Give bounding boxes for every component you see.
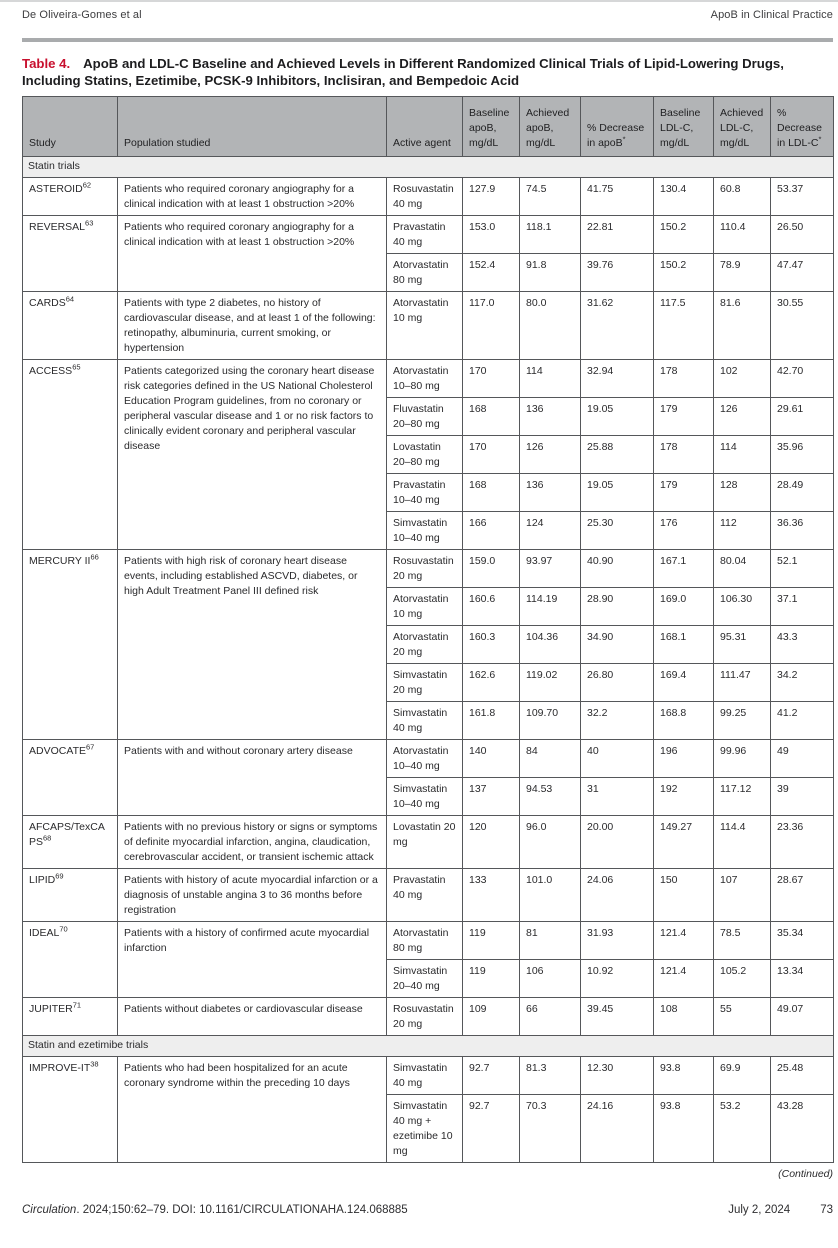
pct-decrease-ldl-cell: 49.07 (771, 998, 834, 1036)
achieved-ldl-cell: 110.4 (714, 216, 771, 254)
baseline-ldl-cell: 121.4 (654, 922, 714, 960)
column-header: Baseline apoB, mg/dL (463, 97, 520, 157)
pct-decrease-apob-cell: 25.88 (581, 436, 654, 474)
baseline-apob-cell: 133 (463, 869, 520, 922)
pct-decrease-ldl-cell: 37.1 (771, 588, 834, 626)
pct-decrease-ldl-cell: 13.34 (771, 960, 834, 998)
pct-decrease-ldl-cell: 53.37 (771, 178, 834, 216)
section-row (23, 157, 834, 178)
pct-decrease-ldl-cell: 52.1 (771, 550, 834, 588)
baseline-ldl-cell: 169.0 (654, 588, 714, 626)
baseline-apob-cell: 152.4 (463, 254, 520, 292)
achieved-apob-cell: 84 (520, 740, 581, 778)
baseline-apob-cell: 92.7 (463, 1057, 520, 1095)
achieved-ldl-cell: 107 (714, 869, 771, 922)
baseline-apob-cell: 117.0 (463, 292, 520, 360)
baseline-apob-cell: 153.0 (463, 216, 520, 254)
population-cell: Patients who had been hospitalized for an acute coronary syndrome within the preceding 10 days (118, 1057, 387, 1163)
pct-decrease-ldl-cell: 35.96 (771, 436, 834, 474)
section-row (23, 1036, 834, 1057)
baseline-ldl-cell: 169.4 (654, 664, 714, 702)
citation-ref: 65 (72, 362, 81, 372)
trial-arm-row (23, 816, 834, 869)
achieved-apob-cell: 94.53 (520, 778, 581, 816)
achieved-apob-cell: 104.36 (520, 626, 581, 664)
agent-cell: Atorvastatin 20 mg (387, 626, 463, 664)
baseline-ldl-cell: 117.5 (654, 292, 714, 360)
table-caption (22, 55, 833, 89)
study-cell: ACCESS$^{65}$ (23, 360, 118, 550)
pct-decrease-apob-cell: 32.94 (581, 360, 654, 398)
divider-rule (22, 38, 833, 42)
citation-ref: 71 (72, 1000, 82, 1010)
pct-decrease-ldl-cell: 41.2 (771, 702, 834, 740)
baseline-ldl-cell: 168.8 (654, 702, 714, 740)
trial-arm-row (23, 360, 834, 398)
pct-decrease-ldl-cell: 25.48 (771, 1057, 834, 1095)
baseline-apob-cell: 140 (463, 740, 520, 778)
agent-cell: Simvastatin 10–40 mg (387, 512, 463, 550)
study-cell: IDEAL$^{70}$ (23, 922, 118, 998)
agent-cell: Pravastatin 40 mg (387, 869, 463, 922)
agent-cell: Lovastatin 20–80 mg (387, 436, 463, 474)
population-cell: Patients with no previous history or signs or symptoms of definite myocardial infarction, angina, claudication, cerebrovascular accident, or transient ischemic attack (118, 816, 387, 869)
achieved-ldl-cell: 111.47 (714, 664, 771, 702)
population-cell: Patients with type 2 diabetes, no history of cardiovascular disease, and at least 1 of the following: retinopathy, albuminuria, current smoking, or hypertension (118, 292, 387, 360)
pct-decrease-ldl-cell: 35.34 (771, 922, 834, 960)
achieved-ldl-cell: 126 (714, 398, 771, 436)
baseline-apob-cell: 168 (463, 398, 520, 436)
baseline-ldl-cell: 179 (654, 474, 714, 512)
agent-cell: Atorvastatin 80 mg (387, 922, 463, 960)
population-cell: Patients without diabetes or cardiovascular disease (118, 998, 387, 1036)
achieved-ldl-cell: 69.9 (714, 1057, 771, 1095)
trial-arm-row (23, 922, 834, 960)
baseline-apob-cell: 160.3 (463, 626, 520, 664)
agent-cell: Simvastatin 20–40 mg (387, 960, 463, 998)
pct-decrease-apob-cell: 10.92 (581, 960, 654, 998)
footer-right (728, 1204, 833, 1216)
footer-journal-name: Circulation (22, 1204, 77, 1216)
column-header: % Decrease in apoB* (581, 97, 654, 157)
pct-decrease-apob-cell: 28.90 (581, 588, 654, 626)
baseline-ldl-cell: 192 (654, 778, 714, 816)
baseline-ldl-cell: 167.1 (654, 550, 714, 588)
achieved-apob-cell: 66 (520, 998, 581, 1036)
achieved-ldl-cell: 128 (714, 474, 771, 512)
agent-cell: Pravastatin 10–40 mg (387, 474, 463, 512)
table-caption-title: ApoB and LDL-C Baseline and Achieved Levels in Different Randomized Clinical Trials of Lipid-Lowering Drugs, Including Statins, Ezetimibe, PCSK-9 Inhibitors, Inclisiran, and Bempedoic Acid (22, 56, 784, 88)
agent-cell: Simvastatin 40 mg + ezetimibe 10 mg (387, 1095, 463, 1163)
pct-decrease-ldl-cell: 47.47 (771, 254, 834, 292)
baseline-apob-cell: 92.7 (463, 1095, 520, 1163)
baseline-ldl-cell: 149.27 (654, 816, 714, 869)
pct-decrease-ldl-cell: 26.50 (771, 216, 834, 254)
trial-arm-row (23, 869, 834, 922)
column-header: Baseline LDL-C, mg/dL (654, 97, 714, 157)
study-cell: CARDS$^{64}$ (23, 292, 118, 360)
pct-decrease-ldl-cell: 23.36 (771, 816, 834, 869)
table-header-row (23, 97, 834, 157)
baseline-apob-cell: 162.6 (463, 664, 520, 702)
population-cell: Patients with a history of confirmed acute myocardial infarction (118, 922, 387, 998)
agent-cell: Atorvastatin 80 mg (387, 254, 463, 292)
achieved-ldl-cell: 81.6 (714, 292, 771, 360)
footer-citation-rest: . 2024;150:62–79. DOI: 10.1161/CIRCULATIONAHA.124.068885 (76, 1204, 408, 1216)
achieved-apob-cell: 118.1 (520, 216, 581, 254)
agent-cell: Rosuvastatin 40 mg (387, 178, 463, 216)
achieved-apob-cell: 114.19 (520, 588, 581, 626)
pct-decrease-apob-cell: 25.30 (581, 512, 654, 550)
achieved-ldl-cell: 55 (714, 998, 771, 1036)
achieved-apob-cell: 81 (520, 922, 581, 960)
achieved-ldl-cell: 114 (714, 436, 771, 474)
pct-decrease-ldl-cell: 36.36 (771, 512, 834, 550)
achieved-ldl-cell: 53.2 (714, 1095, 771, 1163)
pct-decrease-apob-cell: 22.81 (581, 216, 654, 254)
baseline-apob-cell: 137 (463, 778, 520, 816)
pct-decrease-apob-cell: 41.75 (581, 178, 654, 216)
baseline-ldl-cell: 176 (654, 512, 714, 550)
citation-ref: 64 (65, 294, 75, 304)
achieved-ldl-cell: 95.31 (714, 626, 771, 664)
agent-cell: Atorvastatin 10–80 mg (387, 360, 463, 398)
footnote-marker: * (622, 134, 626, 144)
agent-cell: Fluvastatin 20–80 mg (387, 398, 463, 436)
study-cell: AFCAPS/TexCAPS$^{68}$ (23, 816, 118, 869)
achieved-ldl-cell: 117.12 (714, 778, 771, 816)
achieved-ldl-cell: 99.96 (714, 740, 771, 778)
pct-decrease-apob-cell: 20.00 (581, 816, 654, 869)
baseline-ldl-cell: 93.8 (654, 1095, 714, 1163)
citation-ref: 69 (55, 871, 64, 881)
achieved-apob-cell: 80.0 (520, 292, 581, 360)
pct-decrease-ldl-cell: 30.55 (771, 292, 834, 360)
agent-cell: Simvastatin 10–40 mg (387, 778, 463, 816)
agent-cell: Simvastatin 40 mg (387, 1057, 463, 1095)
section-label: Statin trials (23, 157, 834, 178)
pct-decrease-apob-cell: 24.16 (581, 1095, 654, 1163)
pct-decrease-apob-cell: 19.05 (581, 474, 654, 512)
pct-decrease-apob-cell: 40.90 (581, 550, 654, 588)
running-head (22, 9, 833, 21)
achieved-apob-cell: 136 (520, 398, 581, 436)
citation-ref: 67 (85, 742, 95, 752)
page-footer (22, 1204, 833, 1216)
achieved-ldl-cell: 99.25 (714, 702, 771, 740)
achieved-ldl-cell: 112 (714, 512, 771, 550)
baseline-ldl-cell: 178 (654, 436, 714, 474)
column-header: Population studied (118, 97, 387, 157)
achieved-ldl-cell: 78.5 (714, 922, 771, 960)
study-cell: REVERSAL$^{63}$ (23, 216, 118, 292)
trial-arm-row (23, 740, 834, 778)
trial-arm-row (23, 292, 834, 360)
pct-decrease-ldl-cell: 39 (771, 778, 834, 816)
pct-decrease-apob-cell: 12.30 (581, 1057, 654, 1095)
agent-cell: Simvastatin 20 mg (387, 664, 463, 702)
baseline-ldl-cell: 179 (654, 398, 714, 436)
achieved-apob-cell: 81.3 (520, 1057, 581, 1095)
baseline-ldl-cell: 168.1 (654, 626, 714, 664)
study-cell: ASTEROID$^{62}$ (23, 178, 118, 216)
agent-cell: Pravastatin 40 mg (387, 216, 463, 254)
baseline-ldl-cell: 150 (654, 869, 714, 922)
baseline-ldl-cell: 93.8 (654, 1057, 714, 1095)
study-cell: ADVOCATE$^{67}$ (23, 740, 118, 816)
population-cell: Patients with history of acute myocardial infarction or a diagnosis of unstable angina 3 to 36 months before registration (118, 869, 387, 922)
achieved-ldl-cell: 60.8 (714, 178, 771, 216)
study-cell: IMPROVE-IT$^{38}$ (23, 1057, 118, 1163)
trial-arm-row (23, 550, 834, 588)
agent-cell: Rosuvastatin 20 mg (387, 998, 463, 1036)
pct-decrease-apob-cell: 31 (581, 778, 654, 816)
achieved-ldl-cell: 78.9 (714, 254, 771, 292)
baseline-apob-cell: 159.0 (463, 550, 520, 588)
population-cell: Patients categorized using the coronary heart disease risk categories defined in the US National Cholesterol Education Program guidelines, from no coronary or peripheral vascular disease and 1 or no risk factors to clinically evident coronary and peripheral vascular disease (118, 360, 387, 550)
study-cell: MERCURY II$^{66}$ (23, 550, 118, 740)
baseline-apob-cell: 120 (463, 816, 520, 869)
achieved-apob-cell: 96.0 (520, 816, 581, 869)
column-header: Active agent (387, 97, 463, 157)
baseline-apob-cell: 119 (463, 922, 520, 960)
continued-note: (Continued) (778, 1168, 833, 1180)
pct-decrease-apob-cell: 19.05 (581, 398, 654, 436)
study-cell: LIPID$^{69}$ (23, 869, 118, 922)
baseline-apob-cell: 166 (463, 512, 520, 550)
baseline-ldl-cell: 150.2 (654, 254, 714, 292)
baseline-apob-cell: 127.9 (463, 178, 520, 216)
achieved-apob-cell: 91.8 (520, 254, 581, 292)
achieved-apob-cell: 74.5 (520, 178, 581, 216)
column-header: Study (23, 97, 118, 157)
population-cell: Patients who required coronary angiography for a clinical indication with at least 1 obstruction >20% (118, 178, 387, 216)
citation-ref: 70 (59, 924, 68, 934)
agent-cell: Lovastatin 20 mg (387, 816, 463, 869)
column-header: Achieved LDL-C, mg/dL (714, 97, 771, 157)
running-head-author: De Oliveira-Gomes et al (22, 9, 142, 21)
baseline-ldl-cell: 130.4 (654, 178, 714, 216)
baseline-apob-cell: 170 (463, 360, 520, 398)
pct-decrease-apob-cell: 31.93 (581, 922, 654, 960)
achieved-apob-cell: 114 (520, 360, 581, 398)
pct-decrease-ldl-cell: 34.2 (771, 664, 834, 702)
pct-decrease-apob-cell: 31.62 (581, 292, 654, 360)
achieved-apob-cell: 124 (520, 512, 581, 550)
trial-arm-row (23, 1057, 834, 1095)
baseline-ldl-cell: 178 (654, 360, 714, 398)
footnote-marker: * (818, 134, 822, 144)
pct-decrease-apob-cell: 32.2 (581, 702, 654, 740)
achieved-apob-cell: 93.97 (520, 550, 581, 588)
agent-cell: Rosuvastatin 20 mg (387, 550, 463, 588)
baseline-apob-cell: 170 (463, 436, 520, 474)
citation-ref: 38 (90, 1059, 99, 1069)
section-label: Statin and ezetimibe trials (23, 1036, 834, 1057)
running-head-title: ApoB in Clinical Practice (710, 9, 833, 21)
trial-arm-row (23, 178, 834, 216)
agent-cell: Atorvastatin 10–40 mg (387, 740, 463, 778)
trial-arm-row (23, 998, 834, 1036)
column-header: Achieved apoB, mg/dL (520, 97, 581, 157)
study-cell: JUPITER$^{71}$ (23, 998, 118, 1036)
baseline-apob-cell: 168 (463, 474, 520, 512)
achieved-ldl-cell: 105.2 (714, 960, 771, 998)
agent-cell: Atorvastatin 10 mg (387, 588, 463, 626)
footer-page-number: 73 (820, 1204, 833, 1216)
population-cell: Patients with high risk of coronary heart disease events, including established ASCVD, diabetes, or high Adult Treatment Panel III defined risk (118, 550, 387, 740)
achieved-apob-cell: 126 (520, 436, 581, 474)
pct-decrease-ldl-cell: 49 (771, 740, 834, 778)
achieved-ldl-cell: 114.4 (714, 816, 771, 869)
column-header: % Decrease in LDL-C* (771, 97, 834, 157)
footer-date: July 2, 2024 (728, 1204, 791, 1216)
achieved-apob-cell: 136 (520, 474, 581, 512)
pct-decrease-ldl-cell: 42.70 (771, 360, 834, 398)
citation-ref: 63 (85, 218, 94, 228)
achieved-apob-cell: 101.0 (520, 869, 581, 922)
population-cell: Patients with and without coronary artery disease (118, 740, 387, 816)
table-caption-label: Table 4. (22, 56, 71, 71)
population-cell: Patients who required coronary angiography for a clinical indication with at least 1 obstruction >20% (118, 216, 387, 292)
baseline-ldl-cell: 150.2 (654, 216, 714, 254)
trials-table (22, 96, 834, 1163)
pct-decrease-apob-cell: 26.80 (581, 664, 654, 702)
achieved-apob-cell: 119.02 (520, 664, 581, 702)
footer-citation (22, 1204, 408, 1216)
citation-ref: 62 (82, 180, 92, 190)
pct-decrease-apob-cell: 34.90 (581, 626, 654, 664)
baseline-apob-cell: 161.8 (463, 702, 520, 740)
achieved-ldl-cell: 80.04 (714, 550, 771, 588)
baseline-apob-cell: 109 (463, 998, 520, 1036)
pct-decrease-apob-cell: 39.45 (581, 998, 654, 1036)
achieved-apob-cell: 106 (520, 960, 581, 998)
trial-arm-row (23, 216, 834, 254)
achieved-apob-cell: 109.70 (520, 702, 581, 740)
agent-cell: Simvastatin 40 mg (387, 702, 463, 740)
achieved-ldl-cell: 106.30 (714, 588, 771, 626)
agent-cell: Atorvastatin 10 mg (387, 292, 463, 360)
pct-decrease-apob-cell: 40 (581, 740, 654, 778)
pct-decrease-apob-cell: 24.06 (581, 869, 654, 922)
citation-ref: 66 (90, 552, 99, 562)
achieved-ldl-cell: 102 (714, 360, 771, 398)
citation-ref: 68 (43, 833, 52, 843)
achieved-apob-cell: 70.3 (520, 1095, 581, 1163)
baseline-ldl-cell: 121.4 (654, 960, 714, 998)
baseline-ldl-cell: 196 (654, 740, 714, 778)
pct-decrease-ldl-cell: 43.3 (771, 626, 834, 664)
pct-decrease-ldl-cell: 29.61 (771, 398, 834, 436)
pct-decrease-ldl-cell: 28.49 (771, 474, 834, 512)
pct-decrease-ldl-cell: 43.28 (771, 1095, 834, 1163)
pct-decrease-apob-cell: 39.76 (581, 254, 654, 292)
pct-decrease-ldl-cell: 28.67 (771, 869, 834, 922)
baseline-apob-cell: 119 (463, 960, 520, 998)
baseline-ldl-cell: 108 (654, 998, 714, 1036)
baseline-apob-cell: 160.6 (463, 588, 520, 626)
